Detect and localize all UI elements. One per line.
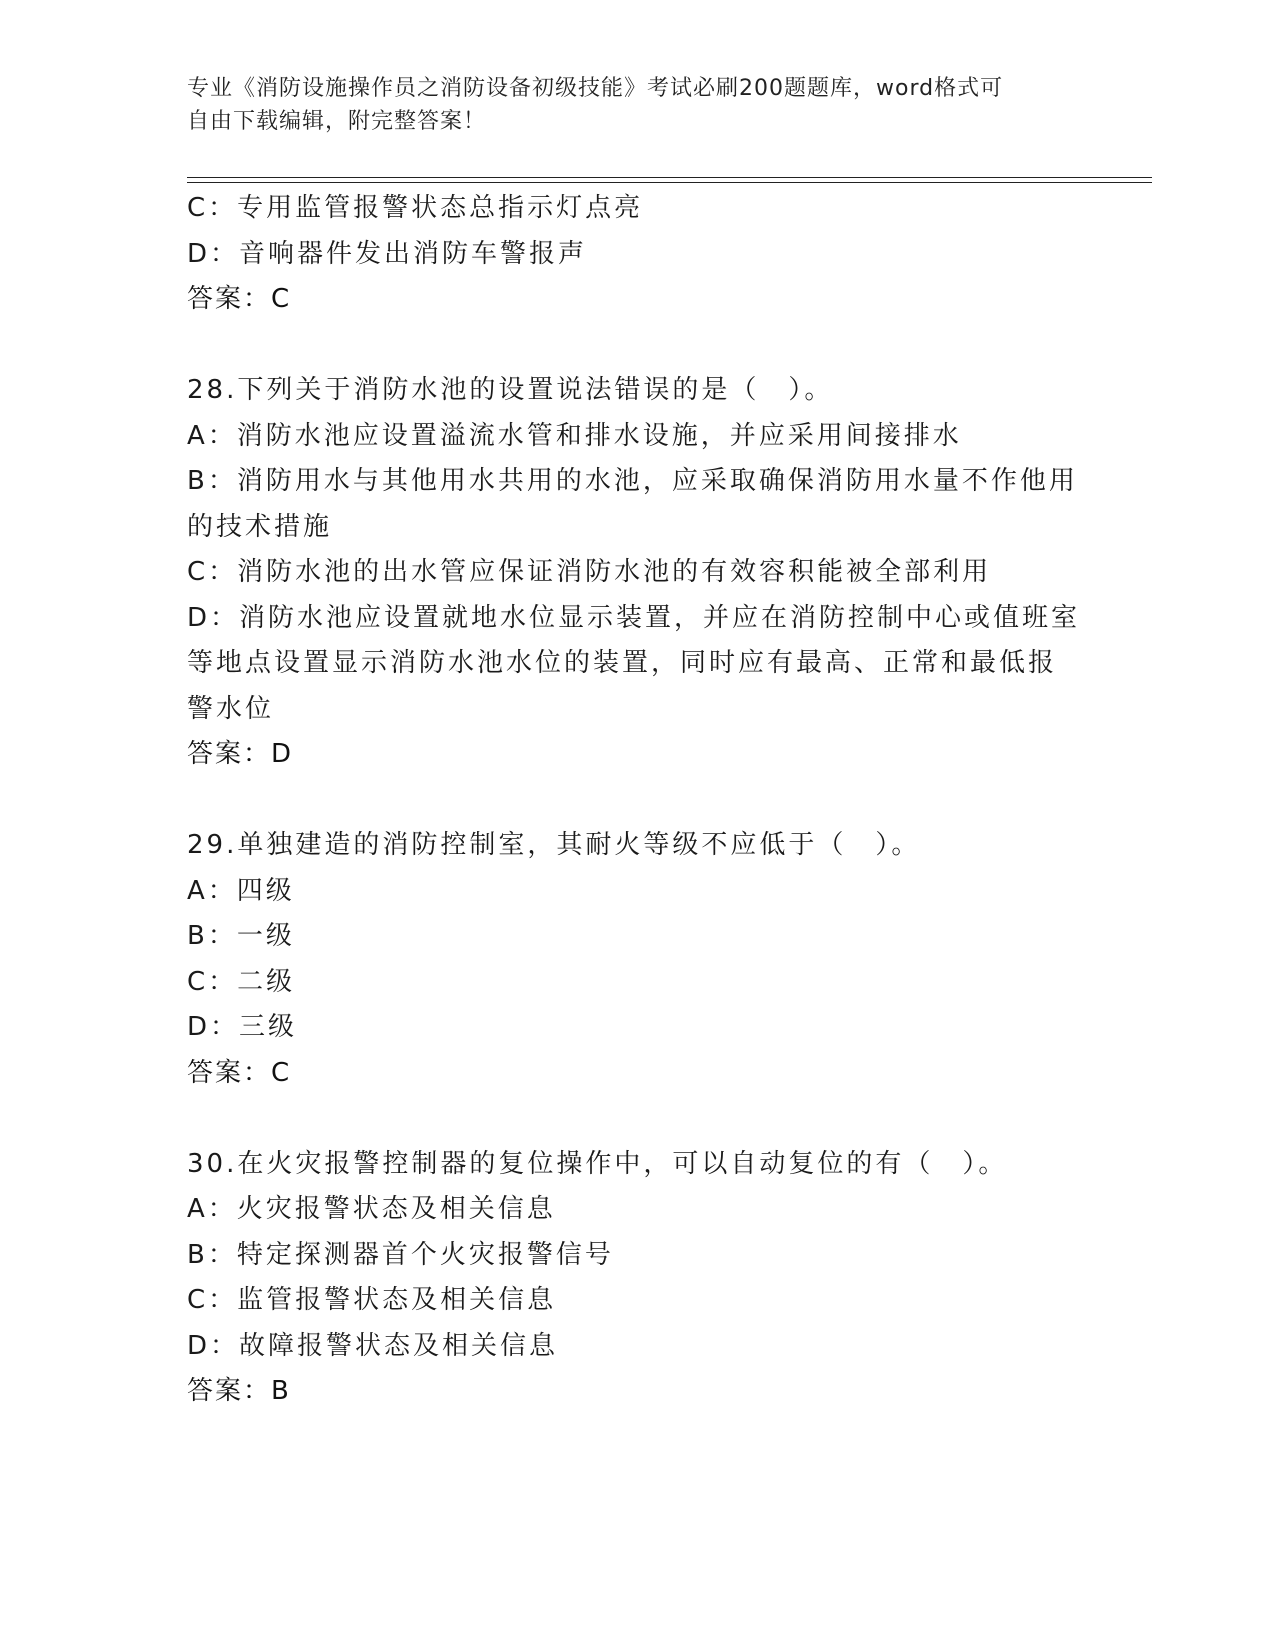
document-header bbox=[187, 72, 1067, 138]
answer: 答案：B bbox=[187, 1376, 291, 1406]
option-c: C：监管报警状态及相关信息 bbox=[187, 1285, 557, 1315]
question-27-fragment bbox=[187, 186, 1077, 323]
option-d-continued: 等地点设置显示消防水池水位的装置，同时应有最高、正常和最低报 bbox=[187, 648, 1058, 678]
spacer bbox=[187, 1096, 1077, 1142]
question-30 bbox=[187, 1142, 1077, 1415]
option-a: A：火灾报警状态及相关信息 bbox=[187, 1194, 556, 1224]
question-stem: 29.单独建造的消防控制室，其耐火等级不应低于（ ）。 bbox=[187, 830, 921, 860]
header-line-1: 专业《消防设施操作员之消防设备初级技能》考试必刷200题题库，word格式可 bbox=[187, 76, 1004, 101]
option-a: A：四级 bbox=[187, 875, 295, 906]
option-d: D：音响器件发出消防车警报声 bbox=[187, 238, 588, 269]
header-divider-top bbox=[187, 177, 1152, 178]
answer: 答案：C bbox=[187, 284, 292, 314]
spacer bbox=[187, 323, 1077, 369]
option-b: B：一级 bbox=[187, 921, 295, 951]
question-28 bbox=[187, 368, 1081, 778]
answer: 答案：C bbox=[187, 1057, 292, 1088]
option-c: C：消防水池的出水管应保证消防水池的有效容积能被全部利用 bbox=[187, 557, 992, 587]
option-d: D：消防水池应设置就地水位显示装置，并应在消防控制中心或值班室 bbox=[187, 602, 1081, 633]
question-29 bbox=[187, 823, 1077, 1096]
document-body bbox=[187, 186, 1081, 1415]
option-d: D：三级 bbox=[187, 1012, 298, 1042]
header-divider-bottom bbox=[187, 182, 1152, 183]
option-b: B：特定探测器首个火灾报警信号 bbox=[187, 1239, 614, 1270]
spacer bbox=[187, 778, 1077, 824]
header-line-2: 自由下载编辑，附完整答案！ bbox=[187, 109, 487, 134]
option-b-continued: 的技术措施 bbox=[187, 511, 333, 542]
option-d: D：故障报警状态及相关信息 bbox=[187, 1330, 559, 1361]
option-d-continued: 警水位 bbox=[187, 693, 275, 724]
option-c: C：专用监管报警状态总指示灯点亮 bbox=[187, 193, 644, 223]
option-c: C：二级 bbox=[187, 966, 296, 997]
option-b: B：消防用水与其他用水共用的水池，应采取确保消防用水量不作他用 bbox=[187, 466, 1078, 496]
question-stem: 28.下列关于消防水池的设置说法错误的是（ ）。 bbox=[187, 375, 834, 405]
option-a: A：消防水池应设置溢流水管和排水设施，并应采用间接排水 bbox=[187, 420, 962, 451]
question-stem: 30.在火灾报警控制器的复位操作中，可以自动复位的有（ ）。 bbox=[187, 1148, 1008, 1179]
answer: 答案：D bbox=[187, 739, 294, 769]
